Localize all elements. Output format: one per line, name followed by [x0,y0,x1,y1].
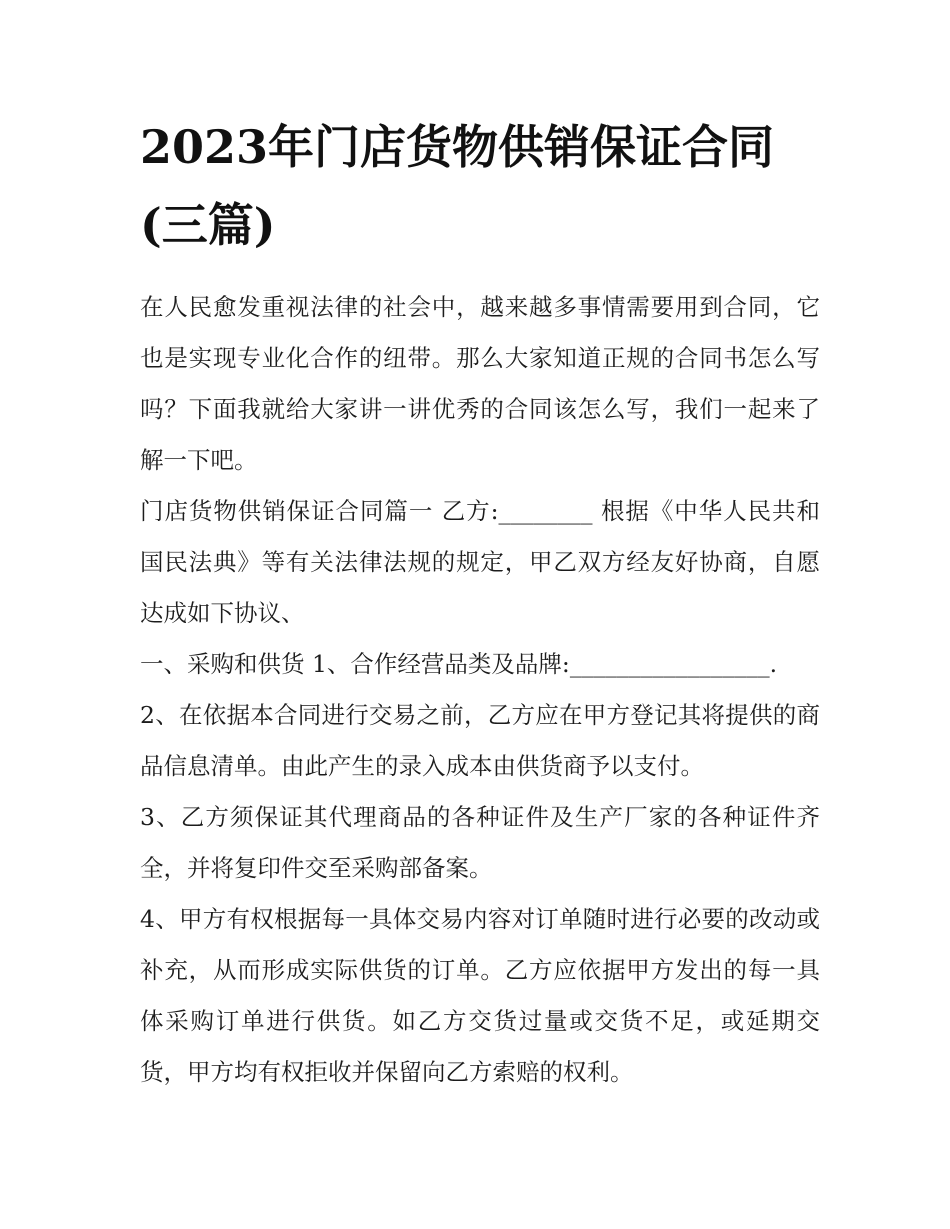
clause-3-paragraph: 3、乙方须保证其代理商品的各种证件及生产厂家的各种证件齐全，并将复印件交至采购部备案。 [140,803,820,882]
document-title: 2023年门店货物供销保证合同(三篇) [140,120,775,252]
clause-2-paragraph: 2、在依据本合同进行交易之前，乙方应在甲方登记其将提供的商品信息清单。由此产生的录入成本由供货商予以支付。 [140,701,820,780]
intro-paragraph: 在人民愈发重视法律的社会中，越来越多事情需要用到合同，它也是实现专业化合作的纽带。那么大家知道正规的合同书怎么写吗？下面我就给大家讲一讲优秀的合同该怎么写，我们一起来了解一下吧。 [140,293,820,474]
document-body [140,282,820,1098]
document-page [140,108,820,1098]
clause-1-paragraph: 一、采购和供货 1、合作经营品类及品牌:_________________. [140,650,778,678]
clause-4-paragraph: 4、甲方有权根据每一具体交易内容对订单随时进行必要的改动或补充，从而形成实际供货的订单。乙方应依据甲方发出的每一具体采购订单进行供货。如乙方交货过量或交货不足，或延期交货，甲方均有权拒收并保留向乙方索赔的权利。 [140,905,820,1086]
contract-preamble-paragraph: 门店货物供销保证合同篇一 乙方:________ 根据《中华人民共和国民法典》等有关法律法规的规定，甲乙双方经友好协商，自愿达成如下协议、 [140,497,820,627]
